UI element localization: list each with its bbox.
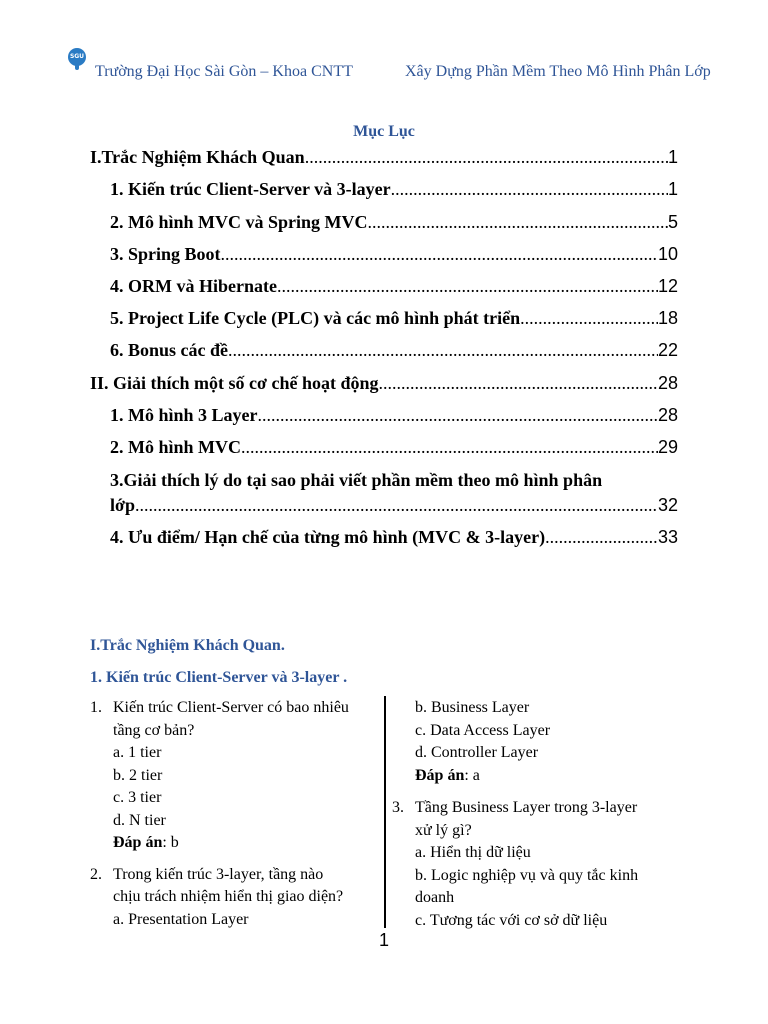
toc-entry-text: I.Trắc Nghiệm Khách Quan	[90, 147, 305, 167]
toc-leader	[545, 525, 658, 549]
toc-leader	[391, 177, 668, 201]
toc-entry-text: 1. Kiến trúc Client-Server và 3-layer	[110, 179, 391, 199]
toc-entry-text-line2: lớp	[110, 495, 135, 515]
toc-entry[interactable]	[110, 525, 678, 549]
toc-entry[interactable]	[110, 435, 678, 459]
toc-entry[interactable]	[110, 306, 678, 330]
answer-label: Đáp án	[415, 766, 465, 784]
toc-entry-page: 5	[667, 212, 678, 232]
toc-title: Mục Lục	[353, 123, 415, 140]
answer-value: : a	[464, 766, 480, 784]
option: doanh	[415, 889, 455, 906]
answer	[113, 832, 382, 855]
toc-leader	[228, 338, 658, 362]
toc-leader	[520, 306, 658, 330]
toc-leader	[241, 435, 658, 459]
section-title: I.Trắc Nghiệm Khách Quan.	[90, 637, 285, 654]
option: c. Tương tác với cơ sở dữ liệu	[415, 911, 608, 929]
question-2-continued	[392, 697, 692, 787]
toc-leader	[277, 274, 658, 298]
question-text: xử lý gì?	[415, 821, 472, 839]
toc-entry-text: 2. Mô hình MVC	[110, 437, 242, 457]
question-text: chịu trách nhiệm hiển thị giao diện?	[113, 888, 344, 905]
question-2	[90, 864, 382, 932]
toc-entry-text: 1. Mô hình 3 Layer	[110, 405, 258, 425]
toc-entry-page: 28	[657, 373, 678, 393]
toc-entry-text: 4. Ưu điểm/ Hạn chế của từng mô hình (MVC & 3-layer)	[110, 527, 546, 547]
question-text: Kiến trúc Client-Server có bao nhiêu	[113, 699, 349, 716]
toc-entry-page: 10	[657, 244, 678, 264]
answer	[415, 765, 692, 788]
question-text: Tầng Business Layer trong 3-layer	[415, 799, 638, 816]
toc-entry[interactable]	[110, 177, 678, 201]
toc-entry[interactable]	[90, 371, 678, 395]
option: d. N tier	[113, 811, 166, 829]
header-university: Trường Đại Học Sài Gòn – Khoa CNTT	[95, 63, 353, 80]
toc-entry[interactable]	[90, 145, 678, 169]
option: b. Business Layer	[415, 699, 530, 716]
toc-entry-page: 12	[657, 276, 678, 296]
toc-entry-text: 5. Project Life Cycle (PLC) và các mô hình phát triển	[110, 308, 521, 328]
toc-entry-page: 1	[667, 179, 678, 199]
toc-entry[interactable]	[110, 274, 678, 298]
toc-entry-page: 22	[657, 340, 678, 360]
toc-entry-text: 2. Mô hình MVC và Spring MVC	[110, 212, 368, 232]
question-3	[392, 797, 692, 932]
question-number: 1.	[90, 699, 102, 716]
toc-entry[interactable]	[110, 493, 678, 517]
option: a. Presentation Layer	[113, 910, 249, 928]
section-subtitle: 1. Kiến trúc Client-Server và 3-layer .	[90, 669, 348, 686]
header-course-title: Xây Dựng Phần Mềm Theo Mô Hình Phân Lớp	[405, 63, 711, 80]
toc-entry-page: 33	[657, 527, 678, 547]
toc-leader	[258, 403, 658, 427]
toc-leader	[305, 145, 668, 169]
option: b. Logic nghiệp vụ và quy tắc kinh	[415, 866, 639, 884]
toc-entry-text: II. Giải thích một số cơ chế hoạt động	[90, 373, 379, 393]
toc-entry-text: 4. ORM và Hibernate	[110, 276, 277, 296]
option: d. Controller Layer	[415, 744, 539, 761]
option: c. Data Access Layer	[415, 721, 551, 739]
toc-entry[interactable]	[110, 338, 678, 362]
toc-entry-text: 6. Bonus các đề	[110, 340, 229, 360]
question-text: Trong kiến trúc 3-layer, tầng nào	[113, 865, 324, 883]
option: b. 2 tier	[113, 766, 163, 784]
question-number: 3.	[392, 799, 404, 816]
logo-tail	[75, 65, 79, 70]
page-header	[68, 48, 748, 88]
toc-entry-page: 1	[667, 147, 678, 167]
toc-leader	[378, 371, 657, 395]
option: a. 1 tier	[113, 744, 162, 761]
toc-entry[interactable]	[110, 403, 678, 427]
question-text: tầng cơ bản?	[113, 721, 195, 739]
answer-value: : b	[162, 834, 179, 851]
university-logo-icon: SGU	[68, 48, 86, 66]
toc-entry-text: 3. Spring Boot	[110, 244, 221, 264]
right-column	[392, 697, 692, 932]
column-divider	[384, 696, 386, 928]
toc-entry-page: 32	[657, 495, 678, 515]
option: c. 3 tier	[113, 789, 162, 806]
left-column	[90, 697, 382, 931]
toc-leader	[368, 210, 668, 234]
option: a. Hiển thị dữ liệu	[415, 844, 531, 861]
toc-entry-page: 29	[657, 437, 678, 457]
answer-label: Đáp án	[113, 834, 163, 851]
toc-entry-page: 18	[657, 308, 678, 328]
toc-entry[interactable]	[110, 210, 678, 234]
toc-leader	[135, 493, 658, 517]
toc-entry-page: 28	[657, 405, 678, 425]
toc-leader	[221, 242, 658, 266]
toc-entry-text-line1[interactable]: 3.Giải thích lý do tại sao phải viết phần mềm theo mô hình phân	[110, 470, 603, 490]
question-1	[90, 697, 382, 855]
toc-entry[interactable]	[110, 242, 678, 266]
question-number: 2.	[90, 865, 102, 883]
page-number: 1	[378, 930, 389, 950]
